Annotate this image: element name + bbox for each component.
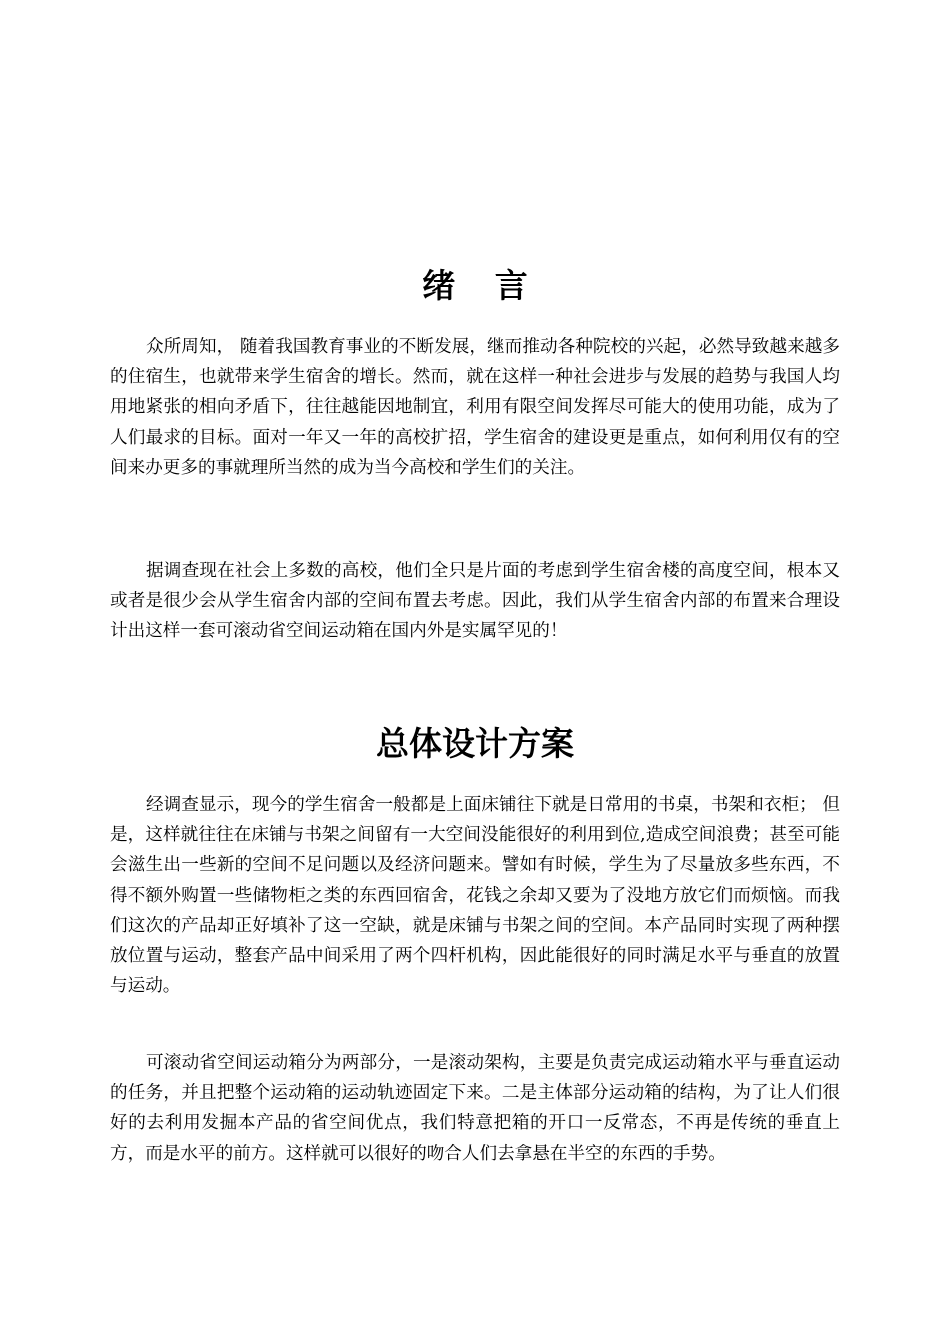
section-title-overall-design: 总体设计方案 (376, 724, 574, 763)
intro-paragraph-1: 众所周知， 随着我国教育事业的不断发展，继而推动各种院校的兴起，必然导致越来越多的住宿生，也就带来学生宿舍的增长。然而，就在这样一种社会进步与发展的趋势与我国人均用地紧张的相向矛盾下，往往越能因地制宜，利用有限空间发挥尽可能大的使用功能，成为了人们最求的目标。面对一年又一年的高校扩招，学生宿舍的建设更是重点，如何利用仅有的空间来办更多的事就理所当然的成为当今高校和学生们的关注。 (110, 337, 840, 478)
intro-paragraph-2: 据调查现在社会上多数的高校，他们全只是片面的考虑到学生宿舍楼的高度空间，根本又或者是很少会从学生宿舍内部的空间布置去考虑。因此，我们从学生宿舍内部的布置来合理设计出这样一套可滚动省空间运动箱在国内外是实属罕见的！ (110, 561, 840, 642)
design-paragraph-1: 经调查显示，现今的学生宿舍一般都是上面床铺往下就是日常用的书桌，书架和衣柜； 但是，这样就往往在床铺与书架之间留有一大空间没能很好的利用到位,造成空间浪费；甚至可能会滋生出一些新的空间不足问题以及经济问题来。譬如有时候，学生为了尽量放多些东西，不得不额外购置一些储物柜之类的东西回宿舍，花钱之余却又要为了没地方放它们而烦恼。而我们这次的产品却正好填补了这一空缺，就是床铺与书架之间的空间。本产品同时实现了两种摆放位置与运动，整套产品中间采用了两个四杆机构，因此能很好的同时满足水平与垂直的放置与运动。 (110, 795, 840, 997)
section-title-introduction: 绪 言 (422, 266, 542, 305)
design-paragraph-2: 可滚动省空间运动箱分为两部分，一是滚动架构，主要是负责完成运动箱水平与垂直运动的任务，并且把整个运动箱的运动轨迹固定下来。二是主体部分运动箱的结构，为了让人们很好的去利用发掘本产品的省空间优点，我们特意把箱的开口一反常态，不再是传统的垂直上方，而是水平的前方。这样就可以很好的吻合人们去拿悬在半空的东西的手势。 (110, 1053, 840, 1164)
